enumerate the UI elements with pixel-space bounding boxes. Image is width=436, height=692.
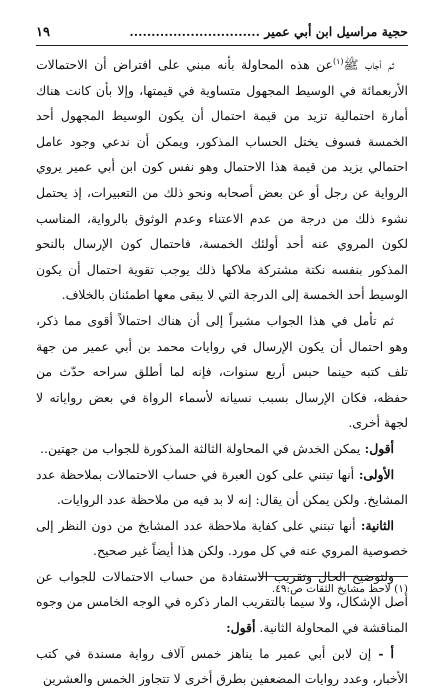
footnote-rule: [258, 576, 408, 577]
paragraph-text: ثم أجاب ﷺ: [343, 57, 394, 72]
paragraph-text: يمكن الخدش في المحاولة الثالثة المذكورة للجواب من جهتين..: [40, 440, 361, 456]
lead-word: أقول:: [226, 620, 256, 636]
lead-word: أقول:: [360, 440, 394, 456]
paragraph-p2: [36, 308, 408, 436]
lead-word: أ -: [371, 645, 394, 661]
page-number: ١٩: [36, 25, 50, 40]
header-title: حجية مراسيل ابن أبي عمير: [264, 24, 408, 39]
paragraph-p7: [36, 641, 408, 692]
running-title: [129, 24, 408, 39]
lead-word: الأولى:: [354, 466, 395, 482]
paragraph-text: عن هذه المحاولة بأنه مبني على افتراض أن الاحتمالات الأربعمائة في الوسيط المجهول متساوية في قيمتها، وإلا بأن كانت هناك أمارة احتمالية تزيد من قيمة احتمال أن يكون الوسيط المجهول أحد الخمسة فسوف يختل الحساب المذكور، ويمكن أن ندعي وجود عامل احتمالي يزيد من قيمة هذا الاحتمال وهو نفس كون ابن أبي عمير يروي الرواية عن رجل أو عن بعض أصحابه ونحو ذلك من التعبيرات، إذ يحتمل نشوء ذلك من درجة من عدم الاعتناء وعدم الوثوق بالرواية، المناسب لكون المروي عنه أحد أولئك الخمسة، فاحتمال كون الإرسال بالنحو المذكور بنفسه نكتة مشتركة ملاكها ذلك يوجب تقوية احتمال أن يكون الوسيط أحد الخمسة إلى الدرجة التي لا يبقى معها اطمئنان بالخلاف.: [36, 57, 408, 303]
book-page: [36, 24, 408, 687]
paragraph-p4: [36, 462, 408, 513]
paragraph-text: أنها تبتني على كون العبرة في حساب الاحتمالات بملاحظة عدد المشايخ. ولكن يمكن أن يقال: إنه لا بد فيه من ملاحظة عدد الروايات.: [36, 466, 408, 508]
footnote-marker: (١): [394, 583, 408, 595]
paragraph-p3: [36, 436, 408, 462]
header-rule: [36, 45, 408, 46]
paragraph-text: ولتوضيح الحال وتقريب الاستفادة من حساب الاحتمالات للجواب عن أصل الإشكال، ولا سيما بالتقريب المار ذكره في الوجه الخامس من وجوه المناقشة في المحاولة الثانية.: [36, 568, 408, 636]
paragraph-p1: [36, 52, 408, 308]
footnote-ref: (١): [332, 56, 344, 66]
header-dots: ..............................: [129, 24, 260, 39]
paragraph-text: إن لابن أبي عمير ما يناهز خمس آلاف رواية مسندة في كتب الأخبار، وعدد روايات المضعفين بطرق أخرى لا تتجاوز الخمس والعشرين: [36, 645, 408, 687]
footnote: [272, 583, 408, 595]
paragraph-text: ثم تأمل في هذا الجواب مشيراً إلى أن هناك احتمالاً أقوى مما ذكر، وهو احتمال أن يكون الإرسال في روايات محمد بن أبي عمير من جهة تلف كتبه حينما حبس أربع سنوات، فإنه لما أطلق سراحه حدّث من حفظه، فكان الإرسال بسبب نسيانه لأسماء الرواة في بعض رواياته لا لجهة أخرى.: [36, 312, 408, 431]
footnote-text: لاحظ مشايخ الثقات ص:٤٩.: [271, 583, 391, 595]
body-text: [36, 52, 408, 692]
running-header: [36, 24, 408, 44]
paragraph-text: أنها تبتني على كفاية ملاحظة عدد المشايخ من دون النظر إلى خصوصية المروي عنه في كل مورد. ولكن هذا أيضاً غير صحيح.: [36, 517, 408, 559]
paragraph-p5: [36, 513, 408, 564]
lead-word: الثانية:: [355, 517, 394, 533]
